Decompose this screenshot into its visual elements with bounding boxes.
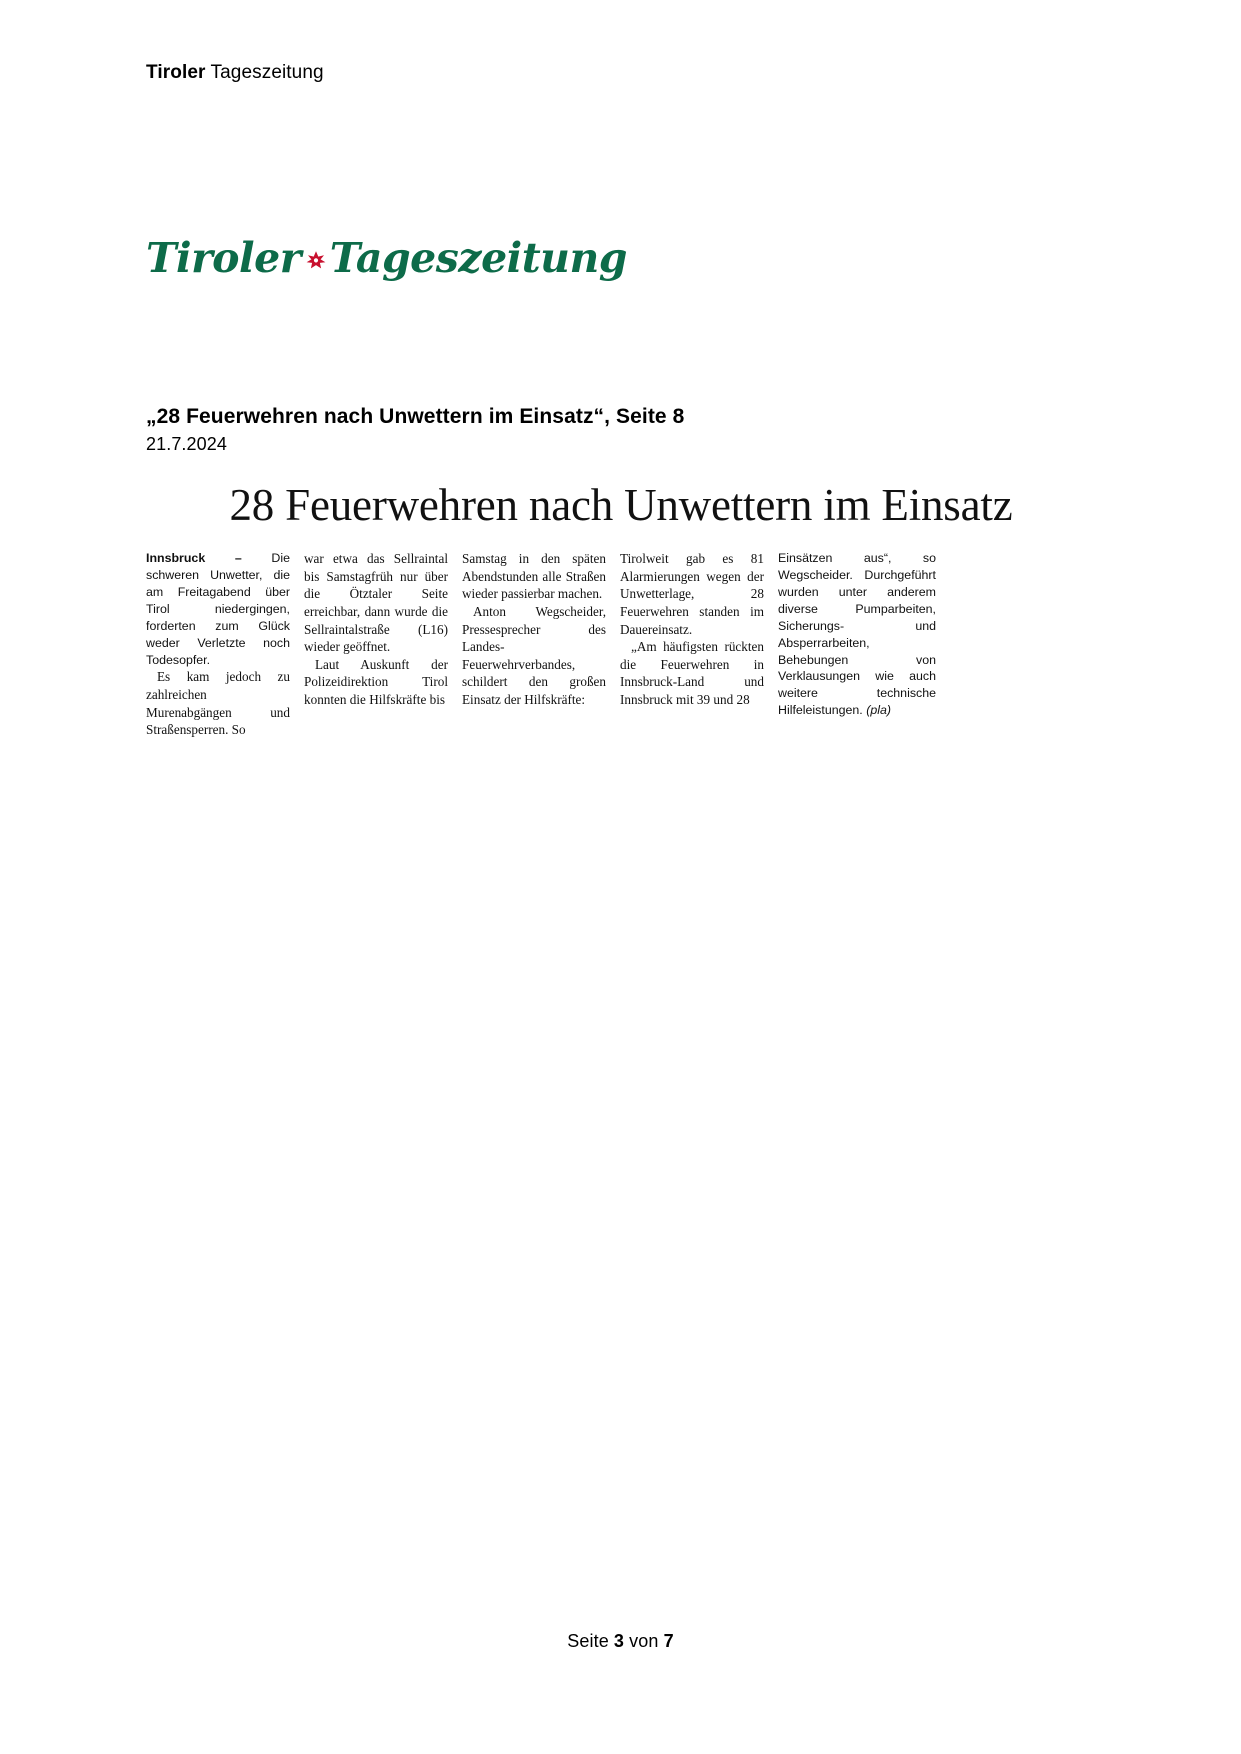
newspaper-clipping — [146, 480, 1096, 739]
article-credit: (pla) — [866, 703, 891, 718]
footer-middle: von — [624, 1631, 664, 1651]
publication-date: 21.7.2024 — [146, 434, 227, 454]
article-headline: 28 Feuerwehren nach Unwettern im Einsatz — [229, 480, 1013, 530]
masthead-logo — [146, 232, 627, 284]
paragraph-text: Laut Auskunft der Polizeidirektion Tirol konnten die Hilfskräfte bis — [304, 656, 448, 707]
footer-current-page: 3 — [613, 1631, 625, 1651]
paragraph-text: Die schweren Unwetter, die am Freitagabend über Tirol niedergingen, forderten zum Glück weder Verletzte noch Todesopfer. — [146, 551, 290, 667]
article-column — [146, 550, 304, 738]
article-columns — [146, 550, 1096, 738]
running-head-rest: Tageszeitung — [205, 62, 324, 83]
paragraph-text: Es kam jedoch zu zahlreichen Murenabgängen und Straßensperren. So — [146, 669, 290, 738]
paragraph-text: Einsätzen aus“, so Wegscheider. Durchgeführt wurden unter anderem diverse Pumparbeiten, Sicherungs- und Absperrarbeiten, Behebungen von Verklausungen wie auch weitere technische Hilfeleistungen. — [778, 551, 936, 718]
masthead-left-word: Tiroler — [146, 233, 301, 282]
running-head-brand: Tiroler — [146, 62, 206, 83]
footer-total-pages: 7 — [663, 1631, 674, 1651]
page-footer — [0, 1631, 1241, 1652]
paragraph-text: war etwa das Sellraintal bis Samstagfrüh nur über die Ötztaler Seite erreichbar, dann wurde die Sellraintalstraße (L16) wieder geöffnet. — [304, 551, 448, 655]
paragraph-text: Anton Wegscheider, Pressesprecher des Landes-Feuerwehrverbandes, schildert den großen Einsatz der Hilfskräfte: — [462, 604, 606, 707]
running-head — [146, 62, 324, 84]
article-column — [620, 550, 778, 708]
paragraph-text: Samstag in den späten Abendstunden alle Straßen wieder passierbar machen. — [462, 551, 606, 602]
masthead-right-word: Tageszeitung — [329, 233, 627, 282]
paragraph-text: Tirolweit gab es 81 Alarmierungen wegen der Unwetterlage, 28 Feuerwehren standen im Dauereinsatz. — [620, 551, 764, 637]
paragraph-text: „Am häufigsten rückten die Feuerwehren in Innsbruck-Land und Innsbruck mit 39 und 28 — [620, 639, 764, 707]
footer-prefix: Seite — [567, 1631, 614, 1651]
dateline: Innsbruck – — [146, 551, 272, 566]
eagle-crest-icon — [303, 248, 329, 274]
article-column — [462, 550, 620, 708]
article-column — [304, 550, 462, 708]
page-title: „28 Feuerwehren nach Unwettern im Einsatz“, Seite 8 — [146, 405, 685, 428]
article-column — [778, 550, 936, 719]
